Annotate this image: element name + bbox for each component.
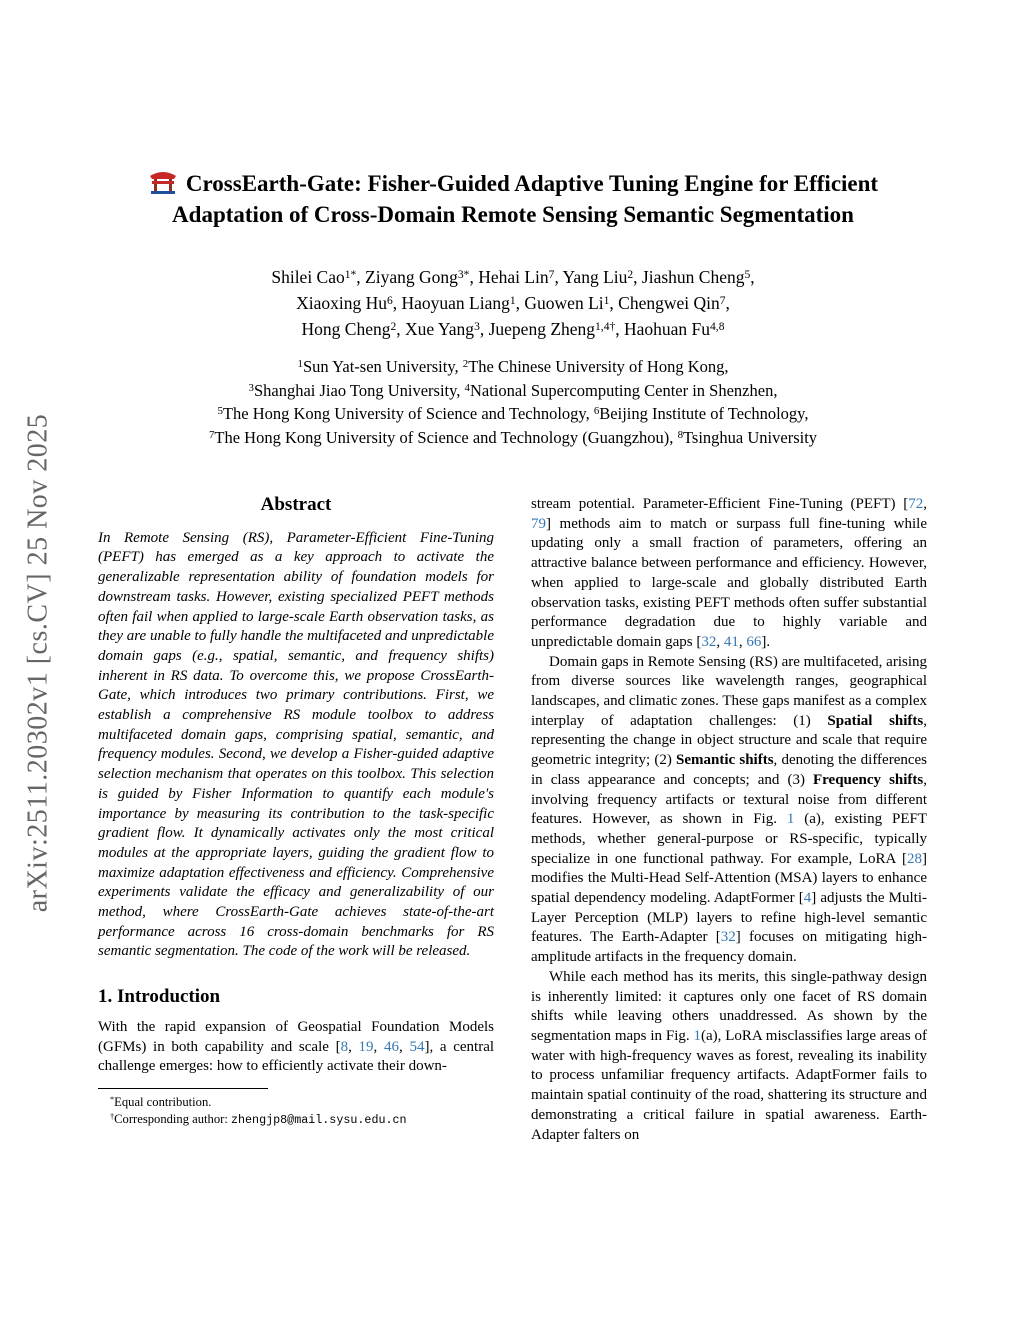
- citation-link[interactable]: 28: [907, 850, 922, 867]
- citation-link[interactable]: 54: [409, 1038, 425, 1055]
- citation-link[interactable]: 79: [531, 515, 546, 532]
- text-run: ] methods aim to match or surpass full fine-tuning while updating only a small fraction of parameters, offering an attractive balance between performance and efficiency. However, when applied to large-scale and globally distributed Earth observation tasks, existing PEFT methods often suffer substantial performance degradation due to highly variable and unpredictable domain gaps [: [531, 515, 927, 650]
- text-run: , Juepeng Zheng: [479, 319, 596, 339]
- text-run: Shilei Cao: [271, 267, 345, 287]
- crossearth-gate-logo-icon: [148, 169, 178, 195]
- text-run: , Haoyuan Liang: [392, 293, 510, 313]
- superscript: 7: [208, 428, 215, 441]
- text-run: In Remote Sensing (RS), Parameter-Efficient Fine-Tuning (PEFT) has emerged as a key approach to activate the generalizable representation ability of foundation models for downstream tasks. However, existing specialized PEFT methods often fail when applied to large-scale Earth observation tasks, as they are unable to fully handle the multifaceted and unpredictable domain gaps (e.g., spatial, semantic, and frequency shifts) inherent in RS data. To overcome this, we propose CrossEarth-Gate, which introduces two primary contributions. First, we establish a comprehensive RS module toolbox to address multifaceted domain gaps, comprising spatial, semantic, and frequency modules. Second, we develop a Fisher-guided adaptive selection mechanism that operates on this toolbox. This selection is guided by Fisher Information to quantify each module's importance by measuring its contribution to the task-specific gradient flow. It dynamically activates only the most critical modules at the appropriate layers, guiding the gradient flow to maximize adaptation effectiveness and efficiency. Comprehensive experiments validate the efficacy and generalizability of our method, where CrossEarth-Gate achieves state-of-the-art performance across 16 cross-domain benchmarks for RS semantic segmentation. The code of the work will be released.: [98, 529, 494, 960]
- superscript: 2: [627, 268, 634, 281]
- footnote-rule: [98, 1088, 268, 1089]
- text-run: ,: [348, 1038, 359, 1055]
- section-heading-introduction: 1. Introduction: [98, 986, 221, 1008]
- citation-link[interactable]: 32: [720, 929, 736, 946]
- arxiv-stamp-text: arXiv:2511.20302v1 [cs.CV] 25 Nov 2025: [22, 413, 53, 912]
- text-run: ,: [923, 496, 927, 512]
- text-run: , Haohuan Fu: [615, 319, 711, 339]
- footnote-equal-contribution: [98, 1094, 494, 1111]
- text-run: , Yang Liu: [554, 267, 628, 287]
- citation-link[interactable]: 19: [358, 1038, 374, 1055]
- text-run: , involving frequency artifacts or textural noise from different features. However, as shown in Fig.: [531, 771, 927, 828]
- bold-text: Frequency shifts: [812, 771, 924, 788]
- citation-link[interactable]: 41: [723, 633, 739, 650]
- superscript: 5: [217, 405, 223, 418]
- text-run: ,: [750, 267, 755, 287]
- superscript: 3*: [457, 268, 470, 281]
- affiliation-list: [98, 355, 928, 449]
- title-line-2: Adaptation of Cross-Domain Remote Sensing Semantic Segmentation: [172, 202, 854, 227]
- figure-ref-link[interactable]: 1: [693, 1027, 701, 1044]
- bold-text: Spatial shifts: [827, 712, 924, 729]
- author-line-2: [98, 290, 928, 316]
- text-run: , Jiashun Cheng: [633, 267, 745, 287]
- superscript: 3: [474, 320, 480, 333]
- text-run: While each method has its merits, this single-pathway design is inherently limited: it captures only one facet of RS domain shifts while leaving others unaddressed. As shown by the segmentation maps in Fig.: [531, 968, 927, 1044]
- abstract-heading: Abstract: [260, 494, 332, 515]
- superscript: 2: [390, 320, 397, 333]
- superscript: †: [110, 1112, 115, 1122]
- superscript: 1: [297, 358, 303, 371]
- superscript: 7: [548, 268, 555, 281]
- text-run: Xiaoxing Hu: [296, 293, 387, 313]
- paragraph: [531, 968, 927, 1145]
- text-run: , Xue Yang: [396, 319, 475, 339]
- footnote-corresponding-author: [98, 1111, 494, 1129]
- citation-link[interactable]: 8: [340, 1038, 349, 1055]
- paragraph: [531, 495, 927, 653]
- superscript: 5: [744, 268, 751, 281]
- two-column-body: [98, 495, 928, 1145]
- title-line-1-wrap: [98, 168, 928, 199]
- affiliation-line-3: [98, 402, 928, 426]
- text-run: With the rapid expansion of Geospatial Foundation Models (GFMs) in both capability and scale [: [98, 1018, 494, 1055]
- affiliation-line-4: [98, 426, 928, 450]
- superscript: 1*: [344, 268, 357, 281]
- superscript: 7: [719, 294, 726, 307]
- superscript: 4,8: [710, 320, 725, 333]
- text-run: Domain gaps in Remote Sensing (RS) are multifaceted, arising from diverse sources like wavelength ranges, geographical landscapes, and climatic zones. These gaps manifest as a complex interplay of adaptation challenges: (1): [531, 653, 927, 729]
- citation-link[interactable]: 32: [701, 633, 717, 650]
- author-line-3: [98, 316, 928, 342]
- text-run: Equal contribution.: [114, 1094, 212, 1109]
- text-run: (a), LoRA misclassifies large areas of water with high-frequency waves as forest, revealing its inability to process unfamiliar frequency artifacts. AdaptFormer fails to maintain spatial continuity of the road, shattering its structure and demonstrating a critical failure in spatial awareness. Earth-Adapter falters on: [531, 1027, 928, 1143]
- text-run: Tsinghua University: [683, 427, 818, 447]
- text-run: The Hong Kong University of Science and Technology (Guangzhou),: [214, 427, 678, 447]
- text-run: , Hehai Lin: [469, 267, 549, 287]
- paragraph: [531, 653, 927, 968]
- figure-ref-link[interactable]: 1: [786, 811, 795, 828]
- title-line-1: CrossEarth-Gate: Fisher-Guided Adaptive Tuning Engine for Efficient: [185, 171, 879, 196]
- abstract-body: [98, 529, 494, 962]
- author-line-1: [98, 264, 928, 290]
- text-run: , Chengwei Qin: [609, 293, 720, 313]
- superscript: 6: [386, 294, 393, 307]
- author-list: [98, 264, 928, 342]
- bold-text: Semantic shifts: [676, 752, 774, 769]
- paragraph: [98, 529, 494, 962]
- text-run: ] modifies the Multi-Head Self-Attention (MSA) layers to enhance spatial dependency modeling. AdaptFormer [: [531, 850, 927, 907]
- text-run: Shanghai Jiao Tong University,: [253, 380, 465, 400]
- superscript: 1,4†: [595, 320, 616, 333]
- text-run: stream potential. Parameter-Efficient Fine-Tuning (PEFT) [: [531, 496, 909, 512]
- text-run: ,: [716, 633, 724, 650]
- text-run: , Guowen Li: [515, 293, 604, 313]
- text-run: , Ziyang Gong: [356, 267, 458, 287]
- superscript: 4: [464, 381, 470, 394]
- left-column: [98, 495, 494, 1145]
- citation-link[interactable]: 46: [384, 1038, 399, 1055]
- citation-link[interactable]: 4: [803, 890, 812, 907]
- affiliation-line-2: [98, 379, 928, 403]
- superscript: 1: [603, 294, 610, 307]
- text-run: Hong Cheng: [301, 319, 391, 339]
- text-run: ], a central challenge emerges: how to efficiently activate their down-: [98, 1038, 495, 1075]
- text-run: ,: [399, 1038, 410, 1055]
- text-run: ] focuses on mitigating high-amplitude artifacts in the frequency domain.: [531, 929, 927, 966]
- text-run: National Supercomputing Center in Shenzhen,: [469, 380, 778, 400]
- text-run: ,: [373, 1038, 384, 1055]
- text-run: ].: [761, 633, 771, 650]
- text-run: (a), existing PEFT methods, whether general-purpose or RS-specific, typically specialize in one functional pathway. For example, LoRA [: [531, 811, 927, 867]
- text-run: ,: [725, 293, 730, 313]
- superscript: *: [110, 1095, 115, 1105]
- footnotes: [98, 1088, 494, 1129]
- paper-content: [98, 0, 928, 1145]
- superscript: 1: [509, 294, 516, 307]
- arxiv-stamp: [0, 0, 76, 1325]
- text-run: , denoting the differences in class appearance and concepts; and (3): [531, 752, 927, 788]
- text-run: The Chinese University of Hong Kong,: [468, 357, 729, 376]
- superscript: 3: [248, 381, 254, 394]
- text-run: Beijing Institute of Technology,: [599, 404, 809, 423]
- superscript: 8: [677, 428, 683, 441]
- email-link[interactable]: zhengjp8@mail.sysu.edu.cn: [230, 1112, 407, 1127]
- text-run: , representing the change in object structure and scale that require geometric integrity; (2): [531, 712, 927, 769]
- superscript: 6: [593, 405, 600, 418]
- affiliation-line-1: [98, 355, 928, 379]
- text-run: Sun Yat-sen University,: [302, 357, 463, 376]
- citation-link[interactable]: 66: [746, 633, 762, 650]
- text-run: Corresponding author:: [114, 1111, 231, 1126]
- paragraph: [98, 1018, 494, 1077]
- right-column: [531, 495, 927, 1145]
- text-run: ,: [738, 633, 747, 650]
- superscript: 2: [462, 358, 469, 371]
- text-run: ] adjusts the Multi-Layer Perception (MLP) layers to refine high-level semantic features. The Earth-Adapter [: [531, 890, 927, 946]
- citation-link[interactable]: 72: [908, 496, 924, 512]
- text-run: The Hong Kong University of Science and Technology,: [222, 404, 594, 423]
- paper-title: [98, 168, 928, 230]
- introduction-body: [98, 1018, 494, 1077]
